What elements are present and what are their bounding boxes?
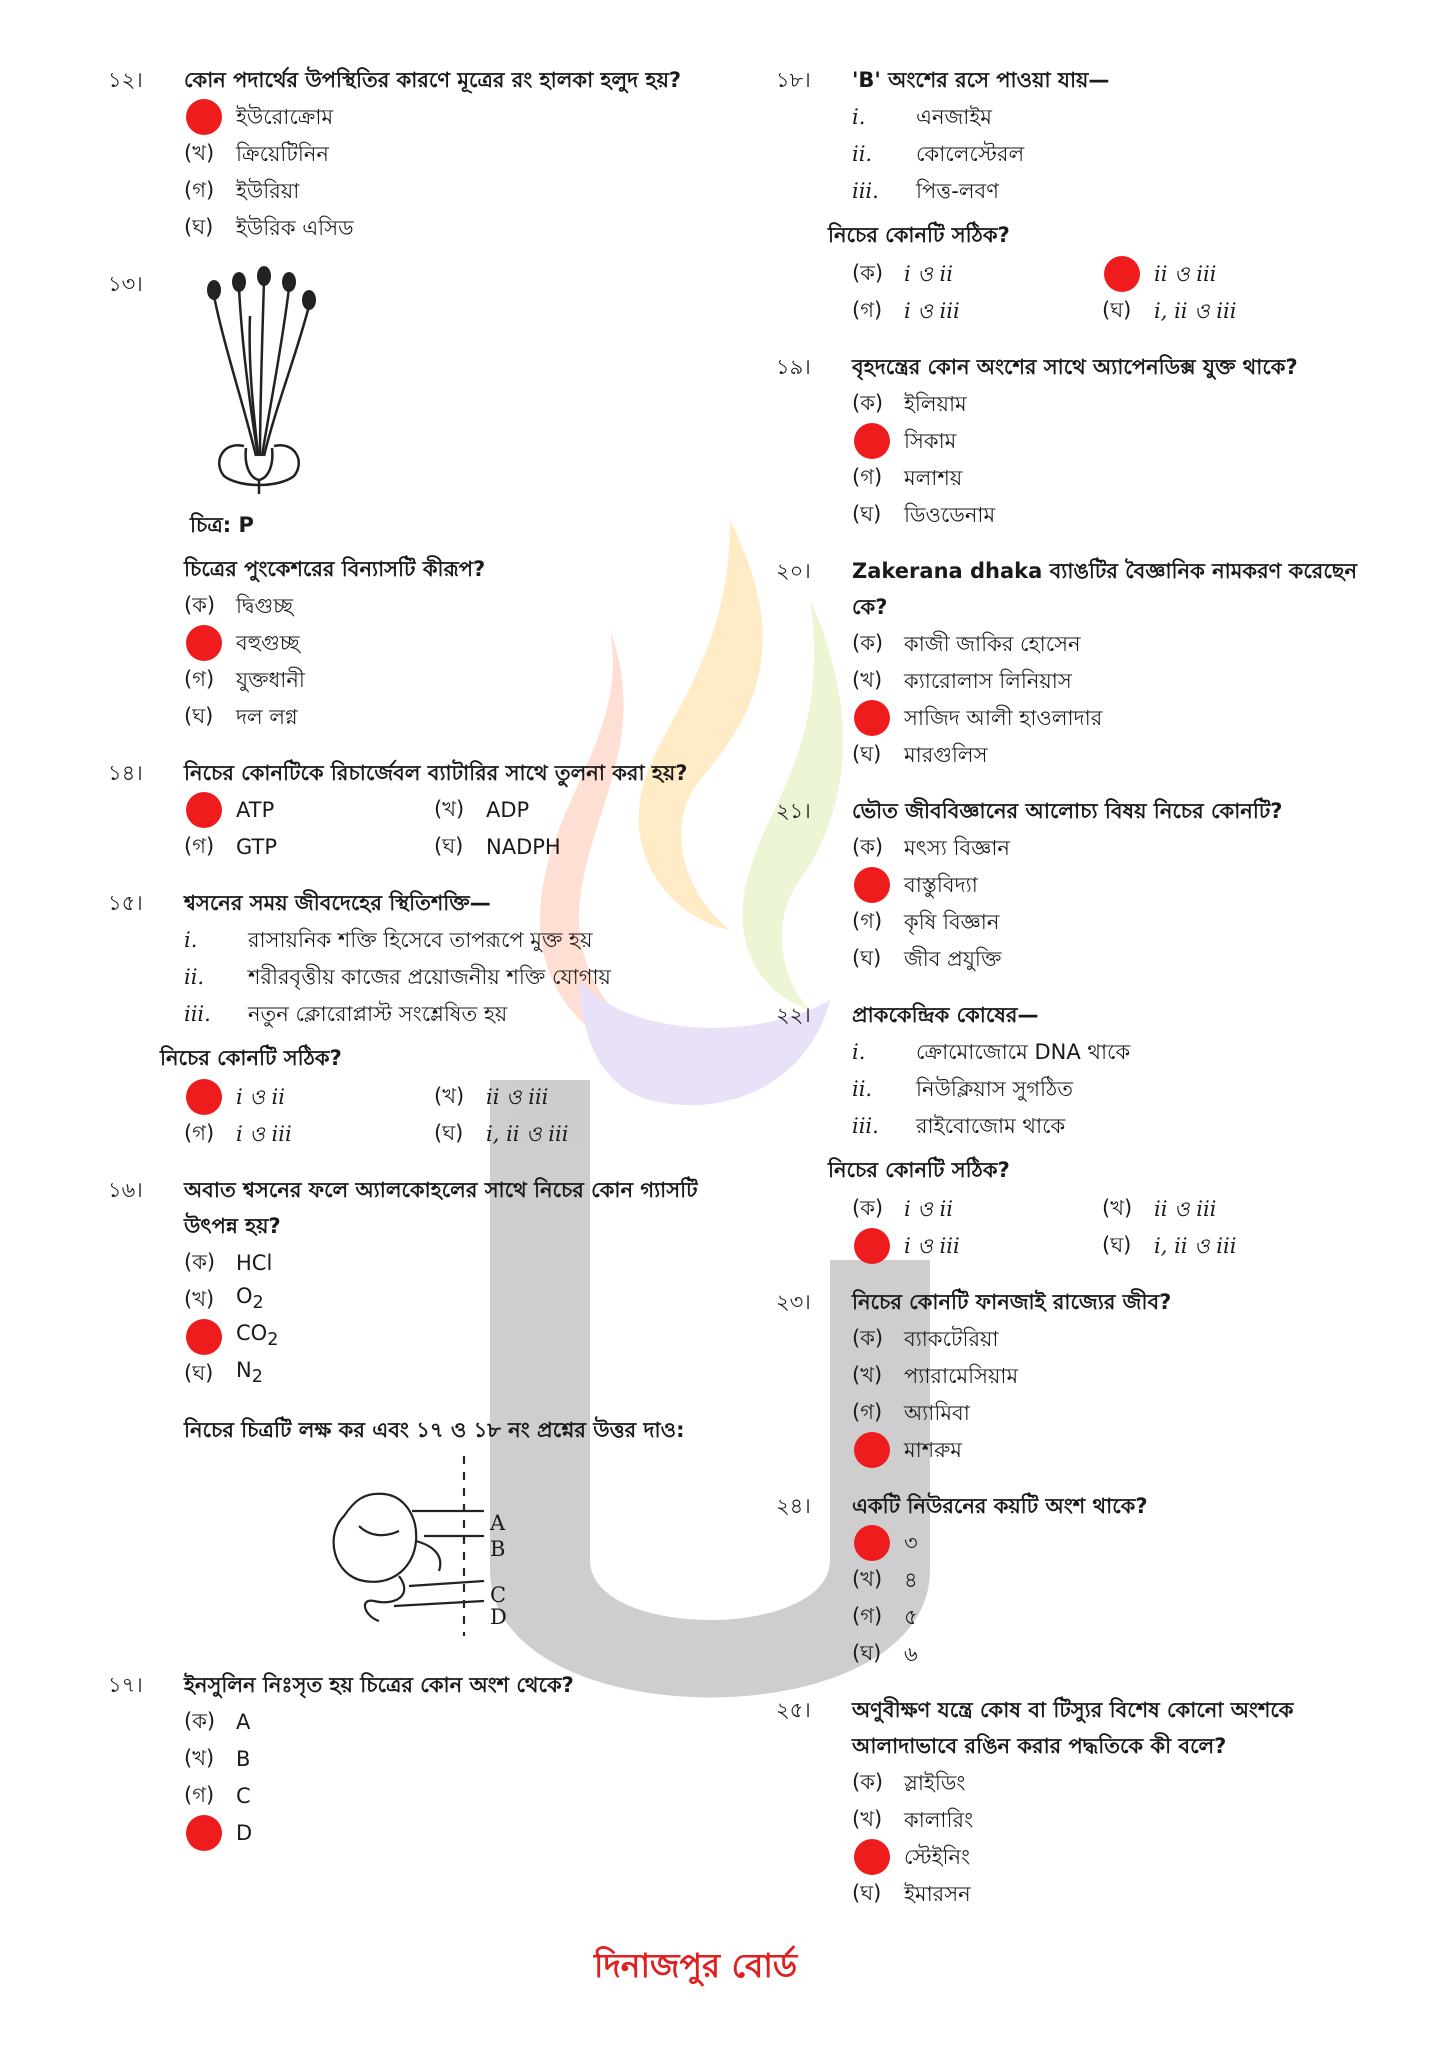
statement-i: i. ক্রোমোজোমে DNA থাকে [852,1039,1131,1064]
question-15 [108,885,708,1152]
question-stem: শ্বসনের সময় জীবদেহের স্থিতিশক্তি— [184,891,491,915]
option-a[interactable]: i ও ii [184,1078,434,1115]
stamen-figure [184,266,708,543]
option-b[interactable]: (খ) প্যারামেসিয়াম [852,1363,1019,1388]
option-c[interactable]: (গ) কৃষি বিজ্ঞান [852,909,1000,934]
option-d[interactable]: (ঘ) জীব প্রযুক্তি [852,946,1002,971]
option-c[interactable]: (গ) মলাশয় [852,465,963,490]
option-a[interactable]: (ক) A [184,1709,251,1734]
option-b[interactable]: (খ) ii ও iii [434,1084,549,1109]
question-stem: নিচের কোনটিকে রিচার্জেবল ব্যাটারির সাথে তুলনা করা হয়? [184,761,688,785]
option-d[interactable]: (ঘ) i, ii ও iii [434,1121,569,1146]
option-b[interactable]: (খ) ক্যারোলাস লিনিয়াস [852,668,1072,693]
answer-dot [186,1815,222,1851]
option-a[interactable]: (ক) ইলিয়াম [852,391,967,416]
answer-dot [854,1432,890,1468]
question-number: ২৪। [776,1494,811,1518]
option-b[interactable]: (খ) কালারিং [852,1807,974,1832]
answer-dot [854,423,890,459]
question-stem: কোন পদার্থের উপস্থিতির কারণে মূত্রের রং হালকা হলুদ হয়? [184,68,682,92]
question-number: ১৪। [108,761,143,785]
stamen-drawing [184,266,334,496]
option-b[interactable]: (খ) ক্রিয়েটিনিন [184,141,329,166]
question-number: ২২। [776,1003,811,1027]
answer-dot [186,99,222,135]
question-17 [108,1667,708,1851]
question-stem: Zakerana dhaka ব্যাঙটির বৈজ্ঞানিক নামকরণ করেছেন কে? [852,559,1358,619]
question-number: ২৩। [776,1290,811,1314]
option-b[interactable]: বহুগুচ্ছ [184,624,708,661]
answer-dot [854,1525,890,1561]
question-19 [776,349,1386,533]
question-number: ১৫। [108,891,143,915]
option-b[interactable]: বাস্তুবিদ্যা [852,866,1386,903]
answer-dot [854,867,890,903]
option-d[interactable]: (ঘ) ৬ [852,1641,918,1666]
question-14 [108,755,708,865]
statement-iii: iii. নতুন ক্লোরোপ্লাস্ট সংশ্লেষিত হয় [184,1001,508,1026]
answer-dot [854,700,890,736]
statement-ii: ii. কোলেস্টেরল [852,141,1025,166]
question-stem: চিত্রের পুংকেশরের বিন্যাসটি কীরূপ? [184,557,486,581]
label-c: C [490,1583,507,1607]
option-d[interactable]: D [184,1814,708,1851]
option-a[interactable]: (ক) i ও ii [852,1196,953,1221]
option-d[interactable]: (ঘ) ইমারসন [852,1881,971,1906]
question-number: ২১। [776,799,811,823]
question-number: ১৩। [108,272,143,296]
question-stem: একটি নিউরনের কয়টি অংশ থাকে? [852,1494,1148,1518]
which-correct: নিচের কোনটি সঠিক? [828,223,1010,247]
question-25 [776,1692,1386,1912]
statement-iii: iii. রাইবোজোম থাকে [852,1113,1066,1138]
option-b[interactable]: (খ) ii ও iii [1102,1196,1217,1221]
option-c[interactable]: সাজিদ আলী হাওলাদার [852,699,1386,736]
answer-dot [1104,256,1140,292]
option-a[interactable]: (ক) দ্বিগুচ্ছ [184,593,293,618]
option-d[interactable]: (ঘ) দল লগ্ন [184,704,298,729]
statement-iii: iii. পিত্ত-লবণ [852,178,999,203]
option-a[interactable]: (ক) ব্যাকটেরিয়া [852,1326,999,1351]
option-c[interactable]: $CO_2$ [184,1318,708,1355]
question-number: ১২। [108,68,143,92]
option-b[interactable]: (খ) B [184,1746,251,1771]
option-c[interactable]: (গ) অ্যামিবা [852,1400,970,1425]
question-number: ১৮। [776,68,811,92]
question-stem: অবাত শ্বসনের ফলে অ্যালকোহলের সাথে নিচের কোন গ্যাসটি উৎপন্ন হয়? [184,1178,698,1238]
option-a[interactable]: (ক) HCl [184,1250,273,1275]
question-stem: অণুবীক্ষণ যন্ত্রে কোষ বা টিস্যুর বিশেষ কোনো অংশকে আলাদাভাবে রঙিন করার পদ্ধতিকে কী বলে? [852,1698,1294,1758]
option-a[interactable]: ৩ [852,1524,1386,1561]
question-number: ১৭। [108,1673,143,1697]
question-21 [776,793,1386,977]
answer-dot [854,1839,890,1875]
right-column [776,62,1386,1932]
option-d[interactable]: (ঘ) i, ii ও iii [1102,1233,1237,1258]
question-22 [776,997,1386,1264]
statement-ii: ii. নিউক্লিয়াস সুগঠিত [852,1076,1073,1101]
digestive-organ-figure [304,1456,708,1647]
option-a[interactable]: ইউরোক্রোম [184,98,708,135]
option-d[interactable]: (ঘ) মারগুলিস [852,742,988,767]
option-b[interactable]: (খ) ৪ [852,1567,918,1592]
left-column [108,62,708,1871]
option-a[interactable]: (ক) স্লাইডিং [852,1770,966,1795]
option-c[interactable]: i ও iii [852,1227,1102,1264]
question-stem: 'B' অংশের রসে পাওয়া যায়— [852,68,1110,92]
question-13 [108,266,708,735]
question-18 [776,62,1386,329]
option-b[interactable]: ii ও iii [1102,255,1352,292]
statement-i: i. এনজাইম [852,104,992,129]
question-16 [108,1172,708,1392]
answer-dot [186,1079,222,1115]
question-stem: নিচের কোনটি ফানজাই রাজ্যের জীব? [852,1290,1172,1314]
question-stem: ভৌত জীববিজ্ঞানের আলোচ্য বিষয় নিচের কোনটি? [852,799,1283,823]
option-b[interactable]: সিকাম [852,422,1386,459]
option-c[interactable]: (গ) যুক্তধানী [184,667,305,692]
question-23 [776,1284,1386,1468]
option-d[interactable]: মাশরুম [852,1431,1386,1468]
question-number: ১৯। [776,355,811,379]
board-name: দিনাজপুর বোর্ড [594,1946,798,1985]
option-c[interactable]: (গ) ৫ [852,1604,918,1629]
option-c[interactable]: (গ) ইউরিয়া [184,178,300,203]
question-stem: ইনসুলিন নিঃসৃত হয় চিত্রের কোন অংশ থেকে? [184,1673,574,1697]
question-number: ১৬। [108,1178,143,1202]
option-a[interactable]: (ক) i ও ii [852,261,953,286]
question-20 [776,553,1386,773]
label-b: B [490,1537,506,1561]
question-stem: বৃহদন্ত্রের কোন অংশের সাথে অ্যাপেনডিক্স যুক্ত থাকে? [852,355,1298,379]
option-d[interactable]: (ঘ) ইউরিক এসিড [184,215,354,240]
question-number: ২০। [776,559,811,583]
answer-dot [186,792,222,828]
question-stem: প্রাককেন্দ্রিক কোষের— [852,1003,1039,1027]
option-b[interactable]: (খ) ADP [434,797,530,822]
figure-caption: চিত্র: P [190,513,254,537]
passage-17-18 [108,1412,708,1647]
option-d[interactable]: (ঘ) NADPH [434,834,561,859]
label-a: A [490,1511,506,1535]
which-correct: নিচের কোনটি সঠিক? [160,1046,342,1070]
option-a[interactable]: (ক) মৎস্য বিজ্ঞান [852,835,1010,860]
option-d[interactable]: (ঘ) ডিওডেনাম [852,502,996,527]
option-d[interactable]: (ঘ) i, ii ও iii [1102,298,1237,323]
option-a[interactable]: (ক) কাজী জাকির হোসেন [852,631,1081,656]
option-a[interactable]: ATP [184,791,434,828]
question-12 [108,62,708,246]
question-number: ২৫। [776,1698,811,1722]
label-d: D [490,1605,507,1629]
answer-dot [854,1228,890,1264]
answer-dot [186,625,222,661]
option-c[interactable]: (গ) i ও iii [184,1121,292,1146]
statement-i: i. রাসায়নিক শক্তি হিসেবে তাপরূপে মুক্ত হয় [184,927,593,952]
question-24 [776,1488,1386,1672]
statement-ii: ii. শরীরবৃত্তীয় কাজের প্রয়োজনীয় শক্তি যোগায় [184,964,611,989]
option-c[interactable]: (গ) GTP [184,834,278,859]
option-c[interactable]: স্টেইনিং [852,1838,1386,1875]
option-c[interactable]: (গ) C [184,1783,251,1808]
which-correct: নিচের কোনটি সঠিক? [828,1158,1010,1182]
option-c[interactable]: (গ) i ও iii [852,298,960,323]
option-b[interactable]: (খ) $O_2$ [184,1283,264,1314]
option-d[interactable]: (ঘ) $N_2$ [184,1357,263,1388]
answer-dot [186,1319,222,1355]
passage-intro: নিচের চিত্রটি লক্ষ কর এবং ১৭ ও ১৮ নং প্রশ্নের উত্তর দাও: [184,1418,685,1442]
pancreas-drawing [304,1456,544,1636]
